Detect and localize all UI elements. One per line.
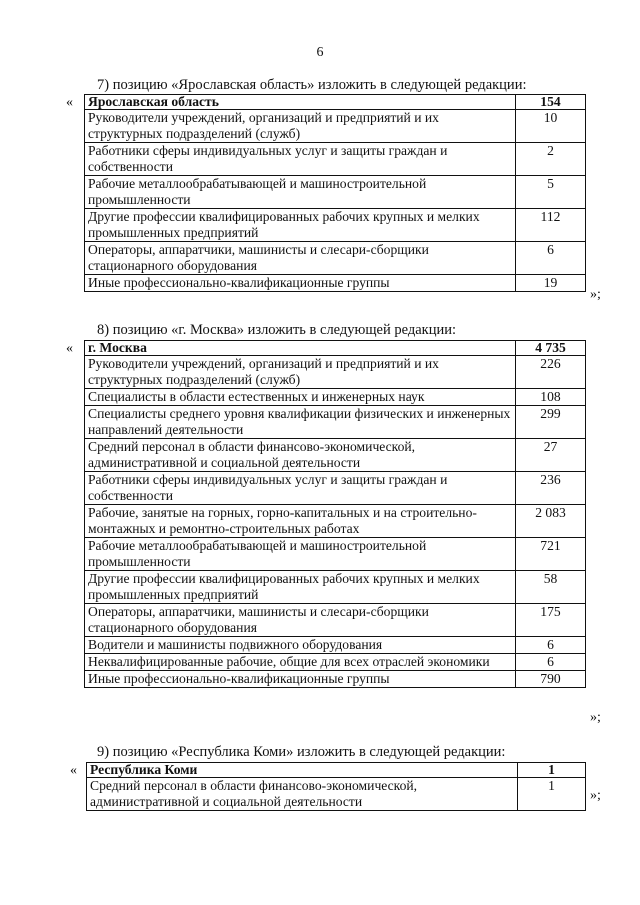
table-row <box>85 439 586 472</box>
table-row <box>85 389 586 406</box>
table-row <box>85 472 586 505</box>
table-row <box>85 209 586 242</box>
table-row <box>85 356 586 389</box>
table-row <box>85 505 586 538</box>
row-name: Руководители учреждений, организаций и предприятий и их структурных подразделений (служб) <box>85 110 516 143</box>
row-value: 58 <box>516 571 586 604</box>
region-total: 4 735 <box>516 341 586 356</box>
row-name: Средний персонал в области финансово-экономической, административной и социальной деятельности <box>85 439 516 472</box>
table-row <box>85 406 586 439</box>
row-name: Специалисты среднего уровня квалификации физических и инженерных направлений деятельности <box>85 406 516 439</box>
row-value: 1 <box>518 778 586 811</box>
row-value: 27 <box>516 439 586 472</box>
row-name: Неквалифицированные рабочие, общие для всех отраслей экономики <box>85 654 516 671</box>
open-quote: « <box>66 95 73 110</box>
row-name: Специалисты в области естественных и инженерных наук <box>85 389 516 406</box>
table-row <box>85 143 586 176</box>
row-value: 236 <box>516 472 586 505</box>
open-quote: « <box>70 763 77 778</box>
table-row <box>85 604 586 637</box>
row-value: 108 <box>516 389 586 406</box>
table-row <box>85 571 586 604</box>
position-table <box>84 340 586 688</box>
region-name: г. Москва <box>85 341 516 356</box>
row-name: Рабочие металлообрабатывающей и машиностроительной промышленности <box>85 538 516 571</box>
table-header-row <box>85 95 586 110</box>
row-name: Рабочие металлообрабатывающей и машиностроительной промышленности <box>85 176 516 209</box>
table-header-row <box>85 341 586 356</box>
row-value: 2 <box>516 143 586 176</box>
row-name: Операторы, аппаратчики, машинисты и слесари-сборщики стационарного оборудования <box>85 604 516 637</box>
row-value: 6 <box>516 637 586 654</box>
row-name: Иные профессионально-квалификационные группы <box>85 671 516 688</box>
row-name: Операторы, аппаратчики, машинисты и слесари-сборщики стационарного оборудования <box>85 242 516 275</box>
position-table <box>84 94 586 292</box>
row-value: 2 083 <box>516 505 586 538</box>
region-name: Республика Коми <box>87 763 518 778</box>
row-name: Водители и машинисты подвижного оборудования <box>85 637 516 654</box>
section-intro: 9) позицию «Республика Коми» изложить в следующей редакции: <box>97 744 506 760</box>
table-row <box>85 110 586 143</box>
close-quote: »; <box>590 710 601 725</box>
row-name: Руководители учреждений, организаций и предприятий и их структурных подразделений (служб) <box>85 356 516 389</box>
row-name: Работники сферы индивидуальных услуг и защиты граждан и собственности <box>85 143 516 176</box>
row-name: Другие профессии квалифицированных рабочих крупных и мелких промышленных предприятий <box>85 209 516 242</box>
table-header-row <box>87 763 586 778</box>
table-row <box>85 637 586 654</box>
table-row <box>85 538 586 571</box>
region-total: 154 <box>516 95 586 110</box>
row-name: Иные профессионально-квалификационные группы <box>85 275 516 292</box>
page-number: 6 <box>316 45 324 60</box>
table-row <box>85 275 586 292</box>
row-value: 112 <box>516 209 586 242</box>
close-quote: »; <box>590 788 601 803</box>
section-intro: 7) позицию «Ярославская область» изложить в следующей редакции: <box>97 77 527 93</box>
open-quote: « <box>66 341 73 356</box>
table-row <box>85 176 586 209</box>
region-name: Ярославская область <box>85 95 516 110</box>
table-row <box>85 671 586 688</box>
row-name: Работники сферы индивидуальных услуг и защиты граждан и собственности <box>85 472 516 505</box>
table-row <box>85 242 586 275</box>
row-value: 10 <box>516 110 586 143</box>
row-value: 5 <box>516 176 586 209</box>
row-value: 6 <box>516 242 586 275</box>
row-value: 226 <box>516 356 586 389</box>
row-name: Другие профессии квалифицированных рабочих крупных и мелких промышленных предприятий <box>85 571 516 604</box>
row-value: 299 <box>516 406 586 439</box>
table-row <box>87 778 586 811</box>
row-value: 19 <box>516 275 586 292</box>
row-name: Средний персонал в области финансово-экономической, административной и социальной деятельности <box>87 778 518 811</box>
row-name: Рабочие, занятые на горных, горно-капитальных и на строительно-монтажных и ремонтно-строительных работах <box>85 505 516 538</box>
row-value: 175 <box>516 604 586 637</box>
section-intro: 8) позицию «г. Москва» изложить в следующей редакции: <box>97 322 457 338</box>
table-row <box>85 654 586 671</box>
row-value: 790 <box>516 671 586 688</box>
region-total: 1 <box>518 763 586 778</box>
row-value: 6 <box>516 654 586 671</box>
position-table <box>86 762 586 811</box>
row-value: 721 <box>516 538 586 571</box>
close-quote: »; <box>590 287 601 302</box>
